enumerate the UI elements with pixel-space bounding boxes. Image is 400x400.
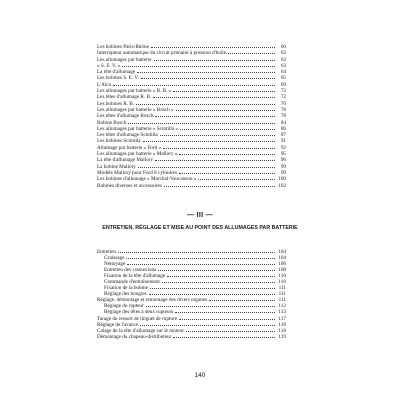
dot-leader (137, 68, 275, 73)
toc-entry-label: Bobine Bosch (97, 119, 127, 126)
toc-entry-page: 60 (280, 44, 286, 50)
toc-entry (97, 182, 286, 188)
toc-entry-page: 65 (280, 75, 286, 82)
dot-leader (173, 87, 275, 92)
toc-entry-page: 96 (280, 157, 286, 164)
dot-leader (150, 284, 275, 289)
toc-entry-page: 108 (278, 267, 286, 274)
toc-entry-page: 72 (280, 88, 286, 95)
dot-leader (154, 56, 275, 61)
toc-entry-page: 87 (280, 132, 286, 139)
toc-entry-page: 92 (280, 144, 286, 151)
toc-entry-label: Les têtes d'allumage Bosch (97, 113, 154, 120)
toc-entry (97, 333, 286, 339)
toc-entry-page: 63 (280, 62, 286, 69)
dot-leader (158, 266, 275, 271)
toc-entry-label: Calage de la tête d'allumage sur le moteur (97, 327, 184, 334)
dot-leader (167, 272, 275, 277)
toc-entry-page: 110 (278, 273, 286, 280)
toc-entry-label: Commande d'entraînement (104, 279, 160, 286)
dot-leader (198, 175, 275, 180)
toc-entry-page: 104 (278, 249, 286, 255)
dot-leader (179, 315, 275, 320)
page-number: 140 (194, 372, 206, 379)
section-title: ENTRETIEN, RÉGLAGE ET MISE AU POINT DES ALLUMAGES PAR BATTERIE (102, 225, 298, 231)
toc-entry-page: 112 (278, 303, 286, 310)
toc-entry-label: Les allumages par batterie « Mallory » (97, 151, 178, 158)
toc-entry-label: « S. E. V. » (97, 62, 121, 69)
toc-entry-page: 76 (280, 100, 286, 107)
dot-leader (140, 321, 275, 326)
dot-leader (136, 100, 275, 105)
toc-entry-page: 63 (280, 56, 286, 63)
toc-entry-label: Modèle Mallory pour Ford 8 cylindres (97, 169, 177, 176)
toc-entry-label: Les bobines R. B. (97, 100, 135, 107)
toc-entry-page: 64 (280, 69, 286, 76)
toc-entry-label: Les têtes d'allumage Scintilla (97, 132, 158, 139)
toc-entry-page: 102 (278, 182, 286, 189)
dot-leader (143, 137, 275, 142)
toc-entry-page: 99 (280, 169, 286, 176)
toc-entry-label: Réglage, démontage et remontage des divers organes (97, 297, 208, 304)
toc-entry-label: Les allumages par batterie (97, 56, 152, 63)
toc-entry-label: Les bobines Scintilla (97, 138, 141, 145)
toc-entry-page: 104 (278, 255, 286, 262)
toc-entry-label: La tête d'allumage (97, 69, 136, 76)
toc-part-2 (97, 248, 286, 339)
dot-leader (151, 43, 275, 48)
dot-leader (113, 81, 275, 86)
dot-leader (228, 49, 275, 54)
dot-leader (126, 254, 275, 259)
dot-leader (146, 302, 275, 307)
dot-leader (162, 278, 275, 283)
dot-leader (173, 333, 275, 338)
toc-entry-page: 117 (278, 315, 286, 322)
toc-entry-page: 111 (278, 291, 286, 298)
toc-entry-label: Les têtes d'allumage R. B. (97, 94, 152, 101)
dot-leader (138, 163, 275, 168)
toc-entry-label: La bobine Mallory (97, 163, 136, 170)
dot-leader (179, 169, 275, 174)
dot-leader (175, 308, 275, 313)
toc-entry-label: Les bobines Paris-Rhône (97, 44, 149, 50)
toc-entry-label: Les allumages par batterie « Scintilla » (97, 125, 178, 132)
toc-entry-page: 72 (280, 94, 286, 101)
toc-entry-label: Réglage des têtes à deux rupteurs (104, 309, 174, 316)
toc-entry-label: Les allumages par batterie « R. B. » (97, 88, 172, 95)
toc-entry-label: Démontage du chapeau-distributeur (97, 333, 172, 340)
toc-entry-label: Graissage (104, 255, 125, 262)
toc-entry-label: L'Alco (97, 81, 112, 88)
dot-leader (127, 260, 275, 265)
section-number: — III — (187, 212, 213, 219)
toc-entry-page: 95 (280, 151, 286, 158)
toc-entry-label: Les bobines S. E. V. (97, 75, 139, 82)
toc-entry-page: 118 (278, 321, 286, 328)
toc-entry-label: Les allumages par batterie « Bosch » (97, 106, 174, 113)
toc-part-1 (97, 43, 286, 188)
toc-entry-page: 86 (280, 125, 286, 132)
dot-leader (155, 112, 275, 117)
dot-leader (176, 106, 275, 111)
toc-entry-label: Fixation de la bobine (104, 285, 148, 292)
toc-entry-page: 91 (280, 138, 286, 145)
toc-entry-label: Nettoyage (104, 261, 126, 268)
toc-entry-page: 69 (280, 81, 286, 88)
toc-entry-page: 84 (280, 119, 286, 126)
dot-leader (160, 131, 275, 136)
dot-leader (122, 62, 275, 67)
toc-entry-page: 100 (278, 176, 286, 183)
dot-leader (128, 119, 275, 124)
toc-entry-label: Réglage des bougies (104, 291, 147, 298)
toc-entry-label: Les bobines d'allumage « Marchal-Vaucanson » (97, 176, 197, 183)
toc-entry-page: 113 (278, 309, 286, 316)
toc-entry-label: Entretien des connexions (104, 267, 157, 274)
toc-entry-label: Réglage du rupteur (104, 303, 144, 310)
toc-entry-label: Interrupteur automatique du circuit primaire à pression d'huile (97, 50, 226, 57)
toc-entry-label: Bobines diverses et accessoires (97, 182, 162, 189)
dot-leader (164, 182, 275, 187)
dot-leader (186, 327, 275, 332)
toc-entry-label: La tête d'allumage Mallory (97, 157, 154, 164)
toc-entry-page: 111 (278, 285, 286, 292)
dot-leader (141, 74, 275, 79)
dot-leader (163, 144, 275, 149)
toc-entry-label: Entretien (97, 249, 117, 255)
toc-entry-page: 106 (278, 261, 286, 268)
dot-leader (149, 290, 275, 295)
dot-leader (153, 93, 275, 98)
dot-leader (180, 125, 275, 130)
toc-entry-page: 118 (278, 327, 286, 334)
toc-entry-page: 99 (280, 163, 286, 170)
toc-entry-page: 62 (280, 50, 286, 57)
toc-entry-label: Allumage par batterie « Ford » (97, 144, 162, 151)
toc-entry-label: Fixation de la tête d'allumage (104, 273, 166, 280)
toc-entry-page: 78 (280, 113, 286, 120)
dot-leader (155, 156, 275, 161)
dot-leader (179, 150, 275, 155)
toc-entry-page: 111 (278, 297, 286, 304)
toc-entry-label: Réglage de l'avance (97, 321, 139, 328)
toc-entry-page: 119 (278, 333, 286, 340)
dot-leader (118, 248, 275, 253)
toc-entry-page: 110 (278, 279, 286, 286)
toc-entry-page: 78 (280, 106, 286, 113)
toc-entry-label: Tarage du ressort de linguet de rupture (97, 315, 178, 322)
dot-leader (209, 296, 275, 301)
